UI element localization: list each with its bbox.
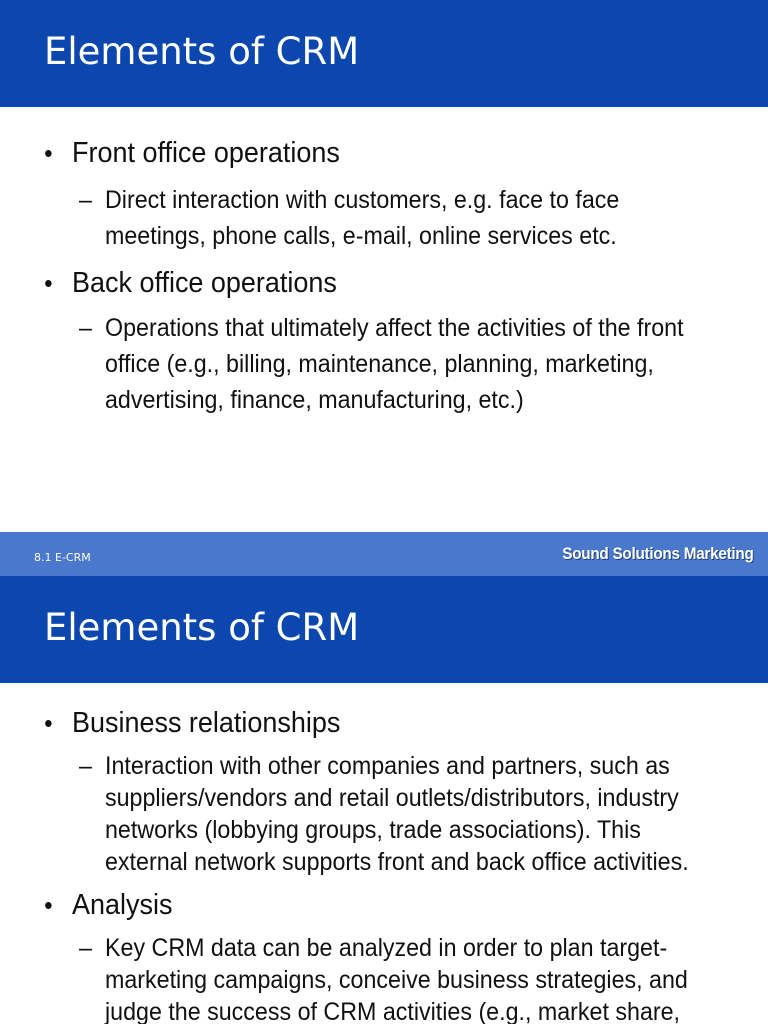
- footer-brand-logo: Sound Solutions Marketing: [562, 544, 754, 563]
- sub-bullet-line: office (e.g., billing, maintenance, planning, marketing,: [105, 350, 654, 378]
- slide-1-bullet-2-text: Back office operations: [72, 267, 337, 299]
- sub-bullet-line: Operations that ultimately affect the activities of the front: [105, 314, 684, 342]
- sub-bullet-line: networks (lobbying groups, trade associations). This: [105, 816, 641, 844]
- slide-1-sub-bullet-2: [78, 310, 700, 418]
- sub-bullet-line: judge the success of CRM activities (e.g., market share,: [105, 998, 681, 1024]
- bullet-icon: •: [44, 708, 53, 738]
- dash-icon: –: [78, 186, 92, 214]
- slide-1-title-bar: [0, 0, 768, 107]
- dash-icon: –: [78, 752, 92, 780]
- slide-1-sub-bullet-1: [78, 182, 700, 254]
- sub-bullet-line: advertising, finance, manufacturing, etc.): [105, 386, 524, 414]
- slide-1-content: [0, 136, 768, 418]
- bullet-icon: •: [44, 138, 53, 168]
- sub-bullet-line: Direct interaction with customers, e.g. face to face: [105, 186, 620, 214]
- slide-1-bullet-1-text: Front office operations: [72, 137, 340, 169]
- slide-2-sub-bullet-1: [78, 750, 700, 878]
- dash-icon: –: [78, 934, 92, 962]
- dash-icon: –: [78, 314, 92, 342]
- sub-bullet-line: Interaction with other companies and partners, such as: [105, 752, 670, 780]
- bullet-icon: •: [44, 268, 53, 298]
- slide-2-bullet-1-text: Business relationships: [72, 707, 341, 739]
- slide-1-title: Elements of CRM: [44, 30, 360, 73]
- slide-2-bullet-2: [44, 888, 719, 922]
- slide-2-bullet-1: [44, 706, 719, 740]
- bullet-icon: •: [44, 890, 53, 920]
- sub-bullet-line: marketing campaigns, conceive business strategies, and: [105, 966, 688, 994]
- sub-bullet-line: external network supports front and back office activities.: [105, 848, 689, 876]
- sub-bullet-line: meetings, phone calls, e-mail, online services etc.: [105, 222, 617, 250]
- footer-slide-label: 8.1 E-CRM: [34, 551, 91, 564]
- sub-bullet-line: suppliers/vendors and retail outlets/distributors, industry: [105, 784, 679, 812]
- slide-2-sub-bullet-2: [78, 932, 700, 1024]
- slide-1-bullet-2: [44, 266, 719, 300]
- sub-bullet-line: Key CRM data can be analyzed in order to plan target-: [105, 934, 668, 962]
- slide-1-bullet-1: [44, 136, 719, 170]
- slide-2-title: Elements of CRM: [44, 606, 360, 649]
- slide-2-content: [0, 706, 768, 1024]
- slide-footer: [0, 532, 768, 576]
- slide-2-bullet-2-text: Analysis: [72, 889, 173, 921]
